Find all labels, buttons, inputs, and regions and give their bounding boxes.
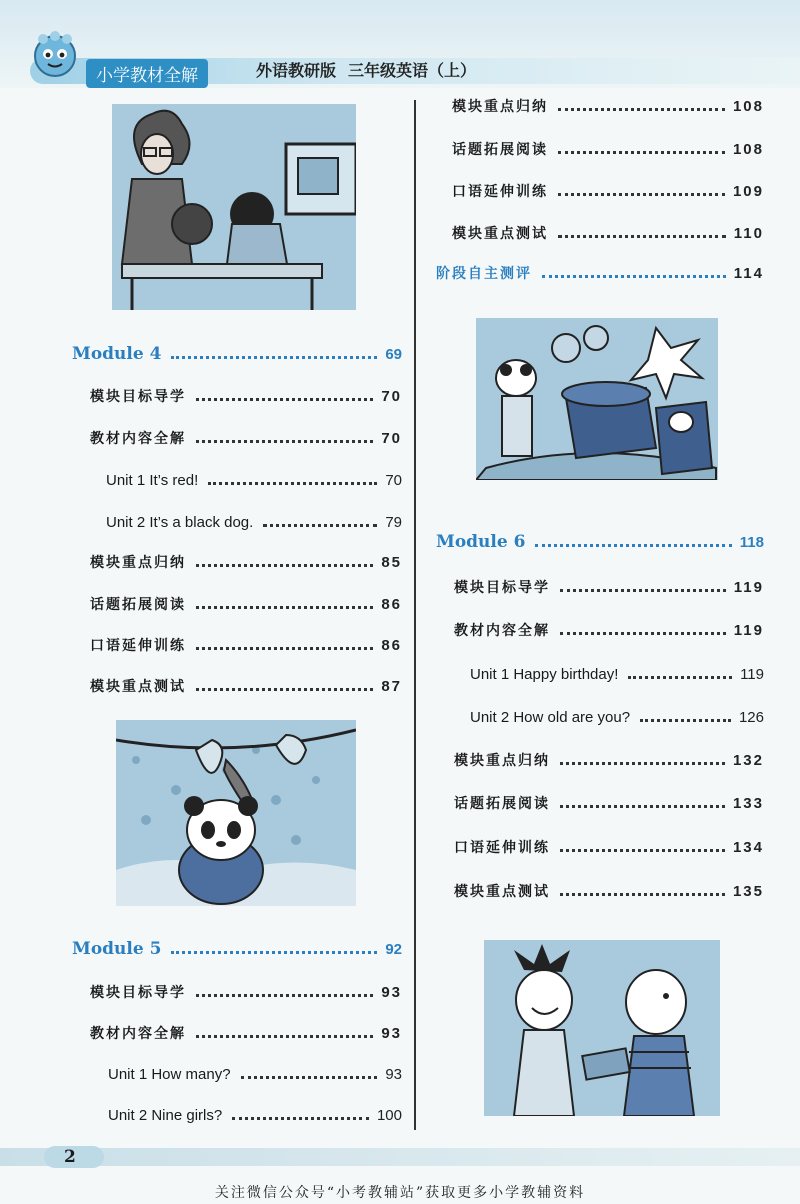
leader-dots [241,1076,378,1079]
toc-entry[interactable] [90,980,402,1004]
leader-dots [535,544,731,547]
page-number: 119 [733,621,764,639]
leader-dots [558,235,726,238]
module-title: Module 5 [72,939,162,959]
toc-entry[interactable] [90,550,402,574]
leader-dots [542,275,726,278]
column-divider [414,100,416,1130]
page-number: 100 [376,1106,402,1124]
entry-label: 口语延伸训练 [454,840,550,856]
toc-entry[interactable] [454,748,764,772]
page-number-text: 2 [64,1147,76,1167]
page-number: 85 [381,553,402,571]
toc-entry[interactable] [90,1021,402,1045]
page-number: 69 [385,345,402,363]
entry-label: 教材内容全解 [90,431,186,447]
leader-dots [640,719,731,722]
leader-dots [560,893,725,896]
entry-label: 话题拓展阅读 [90,597,186,613]
toc-entry-unit[interactable] [470,662,764,686]
entry-label: 模块重点测试 [454,884,550,900]
page-number: 110 [733,224,764,242]
book-edition [256,58,476,81]
gift-exchange-illustration [484,940,720,1116]
toc-entry-unit[interactable] [108,1062,402,1086]
page-number: 79 [385,513,402,531]
entry-label: 教材内容全解 [90,1026,186,1042]
page-number: 108 [732,140,764,158]
series-title: 小学教材全解 [86,59,208,88]
toc-entry[interactable] [90,426,402,450]
toc-module-6[interactable] [436,530,764,554]
leader-dots [263,524,377,527]
page-number-badge [44,1146,104,1168]
toc-stage-test[interactable] [436,261,764,285]
grade-label: 三年级英语（上） [348,61,477,80]
page-number: 70 [385,471,402,489]
module-title: Module 4 [72,344,162,364]
leader-dots [560,589,726,592]
toc-entry[interactable] [90,592,402,616]
leader-dots [196,564,373,567]
toc-entry[interactable] [454,879,764,903]
entry-label: Unit 2 It’s a black dog. [106,513,254,531]
entry-label: 模块目标导学 [454,580,550,596]
entry-label: 模块重点测试 [452,226,548,242]
toc-entry[interactable] [90,633,402,657]
toc-entry[interactable] [454,575,764,599]
leader-dots [171,951,377,954]
page-number: 87 [381,677,402,695]
entry-label: 口语延伸训练 [452,184,548,200]
leader-dots [560,632,726,635]
panda-magician-illustration [476,318,718,480]
leader-dots [560,762,725,765]
page-number: 132 [732,751,764,769]
entry-label: 教材内容全解 [454,623,550,639]
toc-entry[interactable] [452,221,764,245]
toc-entry-unit[interactable] [108,1103,402,1127]
footer-band [0,1148,800,1166]
panda-illustration [116,720,356,906]
page-number: 126 [738,708,764,726]
publisher-label: 外语教研版 [256,61,337,80]
toc-entry[interactable] [452,94,764,118]
page-number: 70 [381,387,402,405]
leader-dots [560,849,725,852]
toc-entry-unit[interactable] [470,705,764,729]
leader-dots [196,398,373,401]
entry-label: 话题拓展阅读 [452,142,548,158]
toc-entry-unit[interactable] [106,510,402,534]
leader-dots [196,647,373,650]
leader-dots [558,151,725,154]
page-number: 119 [740,665,764,683]
leader-dots [196,440,373,443]
page-number: 119 [733,578,764,596]
leader-dots [208,482,377,485]
leader-dots [196,606,373,609]
entry-label: 阶段自主测评 [436,266,532,282]
entry-label: 口语延伸训练 [90,638,186,654]
entry-label: 模块重点测试 [90,679,186,695]
toc-entry[interactable] [454,835,764,859]
leader-dots [560,805,725,808]
page-number: 92 [385,940,402,958]
leader-dots [171,356,377,359]
entry-label: 模块目标导学 [90,389,186,405]
classroom-illustration [112,104,356,310]
toc-entry[interactable] [90,384,402,408]
entry-label: 模块重点归纳 [90,555,186,571]
entry-label: Unit 1 How many? [108,1065,231,1083]
entry-label: 话题拓展阅读 [454,796,550,812]
page-number: 70 [381,429,402,447]
entry-label: Unit 2 Nine girls? [108,1106,223,1124]
page-number: 93 [385,1065,402,1083]
page-number: 134 [732,838,764,856]
entry-label: 模块目标导学 [90,985,186,1001]
footer-note: 关注微信公众号“小考教辅站”获取更多小学教辅资料 [214,1185,586,1201]
toc-module-4[interactable] [72,342,402,366]
leader-dots [196,994,373,997]
page-number: 133 [732,794,764,812]
mascot-logo-icon [30,30,80,80]
leader-dots [196,688,373,691]
entry-label: Unit 1 Happy birthday! [470,665,619,683]
module-title: Module 6 [436,532,526,552]
toc-entry[interactable] [452,137,764,161]
toc-entry[interactable] [454,791,764,815]
page-number: 109 [732,182,764,200]
toc-module-5[interactable] [72,937,402,961]
page-number: 118 [739,533,764,551]
toc-entry[interactable] [454,618,764,642]
page-number: 135 [732,882,764,900]
entry-label: 模块重点归纳 [454,753,550,769]
page-number: 93 [381,1024,402,1042]
page-number: 86 [381,636,402,654]
toc-entry-unit[interactable] [106,468,402,492]
entry-label: Unit 1 It’s red! [106,471,199,489]
page-number: 114 [733,264,764,282]
leader-dots [628,676,732,679]
leader-dots [196,1035,373,1038]
entry-label: 模块重点归纳 [452,99,548,115]
leader-dots [232,1117,369,1120]
toc-entry[interactable] [90,674,402,698]
page-number: 93 [381,983,402,1001]
entry-label: Unit 2 How old are you? [470,708,631,726]
leader-dots [558,193,725,196]
toc-entry[interactable] [452,179,764,203]
page-number: 86 [381,595,402,613]
leader-dots [558,108,725,111]
page-number: 108 [732,97,764,115]
